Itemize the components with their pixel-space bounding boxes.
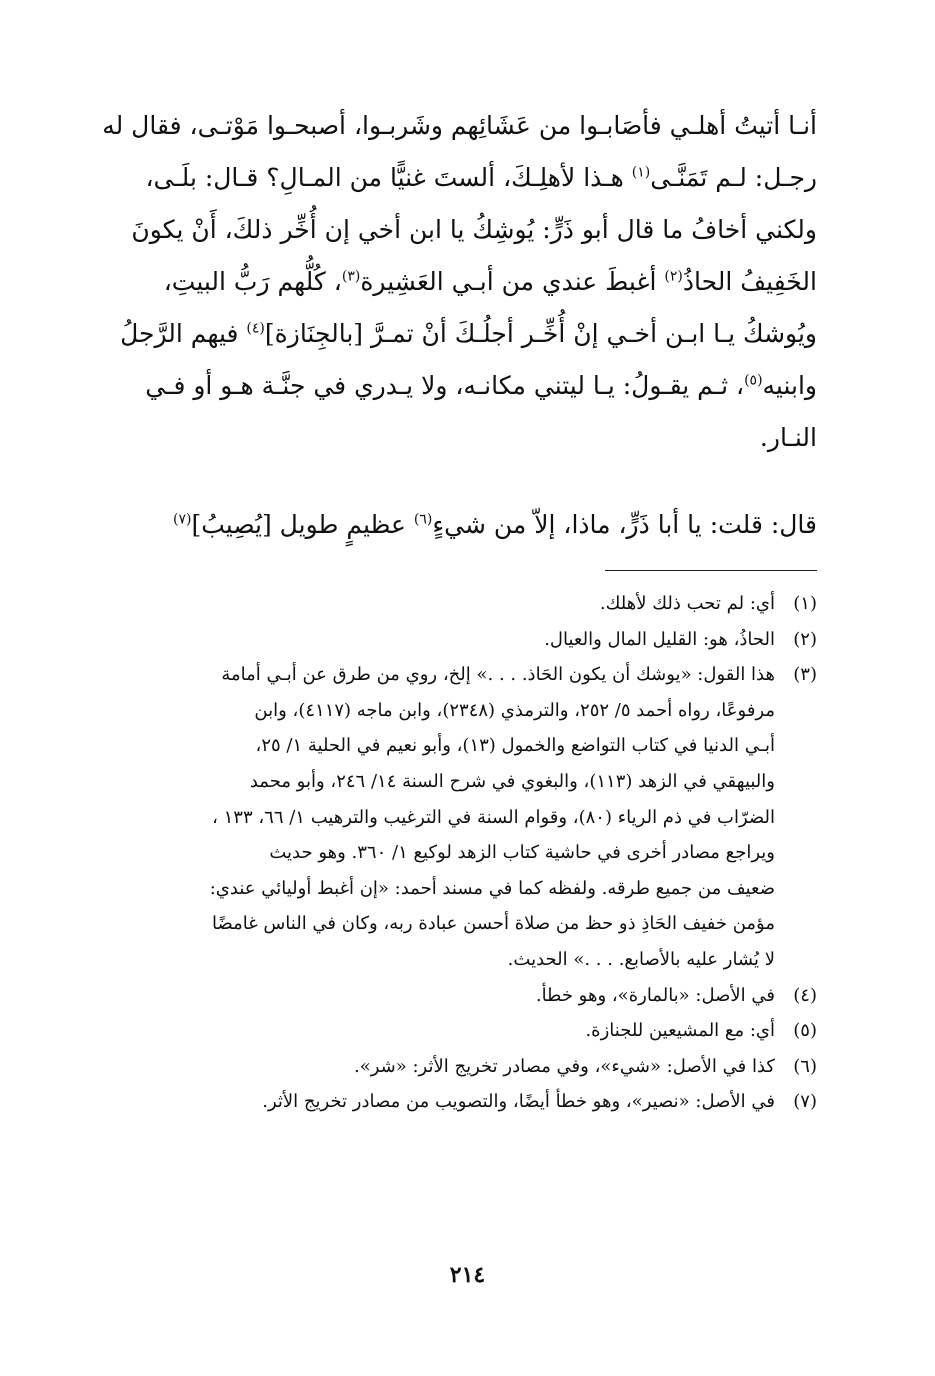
footnote-7 [95, 1084, 817, 1120]
footnote-mark: (١) [631, 164, 651, 181]
footnote-number: (٤) [793, 984, 817, 1006]
main-text [102, 100, 817, 464]
footnote-1 [95, 586, 817, 622]
footnote-6 [95, 1049, 817, 1085]
footnote-mark: (٤) [246, 320, 265, 337]
quote-paragraph: قال: قلت: يا أبا ذَرٍّ، ماذا، إلاّ من شيءٍ$^{(٦)}$ عظيمٍ طويل [يُصِيبُ]$^{(٧)}$ [173, 510, 817, 539]
footnote-text: أي: مع المشيعين للجنازة. [585, 1020, 775, 1042]
footnote-text: مؤمن خفيف الحَاذِ ذو حظ من صلاة أحسن عبادة ربه، وكان في الناس غامضًا [211, 913, 775, 935]
footnote-text: في الأصل: «بالمارة»، وهو خطأ. [535, 984, 775, 1006]
footnote-text: الحاذُ، هو: القليل المال والعيال. [544, 628, 775, 650]
footnote-number: (٧) [793, 1091, 817, 1113]
footnote-mark: (٢) [664, 268, 683, 285]
text-line: أنـا أتيتُ أهلـي فأصَابـوا من عَشَائِهم وشَربـوا، أصبحـوا مَوْتـى، فقال له [102, 111, 817, 140]
footnote-text: هذا القول: «يوشك أن يكون الحَاذ. . . .» إلخ، روي من طرق عن أبـي أمامة [221, 664, 775, 686]
text-line: الخَفِيفُ الحاذُ$^{(٢)}$ أغبطَ عندي من أبـي العَشِيرة$^{(٣)}$، كُلُّهم رَبُّ البيتِ، [163, 267, 817, 296]
footnote-divider [605, 570, 817, 571]
page-number: ٢١٤ [449, 1262, 486, 1288]
footnote-number: (٥) [793, 1020, 817, 1042]
footnote-text: والبيهقي في الزهد (١١٣)، والبغوي في شرح السنة ١٤/ ٢٤٦، وأبو محمد [249, 770, 775, 792]
footnote-3 [95, 657, 817, 977]
text-line: النـار. [759, 423, 817, 452]
text-line: ويُوشكُ يـا ابـن أخـي إنْ أُخِّـر أجلُـكَ أنْ تمـرَّ [بالجِنَازة]$^{(٤)}$ فيهم الرَّجلُ [120, 319, 817, 348]
text-line: رجـل: لـم تَمَنَّـى$^{(١)}$ هـذا لأهلِـكَ، ألستَ غنيًّا من المـالِ؟ قـال: بلَـى، [145, 163, 817, 192]
text-line: وابنيه$^{(٥)}$، ثـم يقـولُ: يـا ليتني مكانـه، ولا يـدري في جنَّـة هـو أو فـي [145, 371, 817, 400]
footnote-text: أبـي الدنيا في كتاب التواضع والخمول (١٣)، وأبو نعيم في الحلية ١/ ٢٥، [255, 735, 775, 757]
footnote-text: الضرّاب في ذم الرياء (٨٠)، وقوام السنة في الترغيب والترهيب ١/ ٦٦، ١٣٣ ، [212, 806, 775, 828]
footnote-text: مرفوعًا، رواه أحمد ٥/ ٢٥٢، والترمذي (٢٣٤٨)، وابن ماجه (٤١١٧)، وابن [254, 699, 775, 721]
footnote-mark: (٣) [341, 268, 361, 285]
footnote-mark: (٧) [173, 511, 192, 528]
footnote-5 [95, 1013, 817, 1049]
footnote-number: (٢) [793, 628, 817, 650]
footnote-text: ضعيف من جميع طرقه. ولفظه كما في مسند أحمد: «إن أغبط أوليائي عندي: [209, 877, 775, 899]
footnote-text: كذا في الأصل: «شيء»، وفي مصادر تخريج الأثر: «شر». [354, 1055, 775, 1077]
footnote-number: (٣) [793, 664, 817, 686]
footnote-text: لا يُشار عليه بالأصابع. . . .» الحديث. [507, 948, 775, 970]
footnote-text: ويراجع مصادر أخرى في حاشية كتاب الزهد لوكيع ١/ ٣٦٠. وهو حديث [269, 842, 775, 864]
footnote-mark: (٦) [413, 511, 433, 528]
footnote-number: (١) [793, 593, 817, 614]
footnote-mark: (٥) [744, 372, 763, 389]
footnote-text: في الأصل: «نصير»، وهو خطأ أيضًا، والتصويب من مصادر تخريج الأثر. [262, 1091, 775, 1113]
footnote-text: أي: لم تحب ذلك لأهلك. [599, 593, 775, 614]
footnotes [95, 586, 817, 1120]
footnote-4 [95, 978, 817, 1014]
footnote-2 [95, 622, 817, 658]
footnote-number: (٦) [793, 1055, 817, 1077]
text-line: ولكني أخافُ ما قال أبو ذَرٍّ: يُوشِكُ يا ابن أخي إن أُخِّر ذلكَ، أَنْ يكونَ [131, 215, 817, 244]
